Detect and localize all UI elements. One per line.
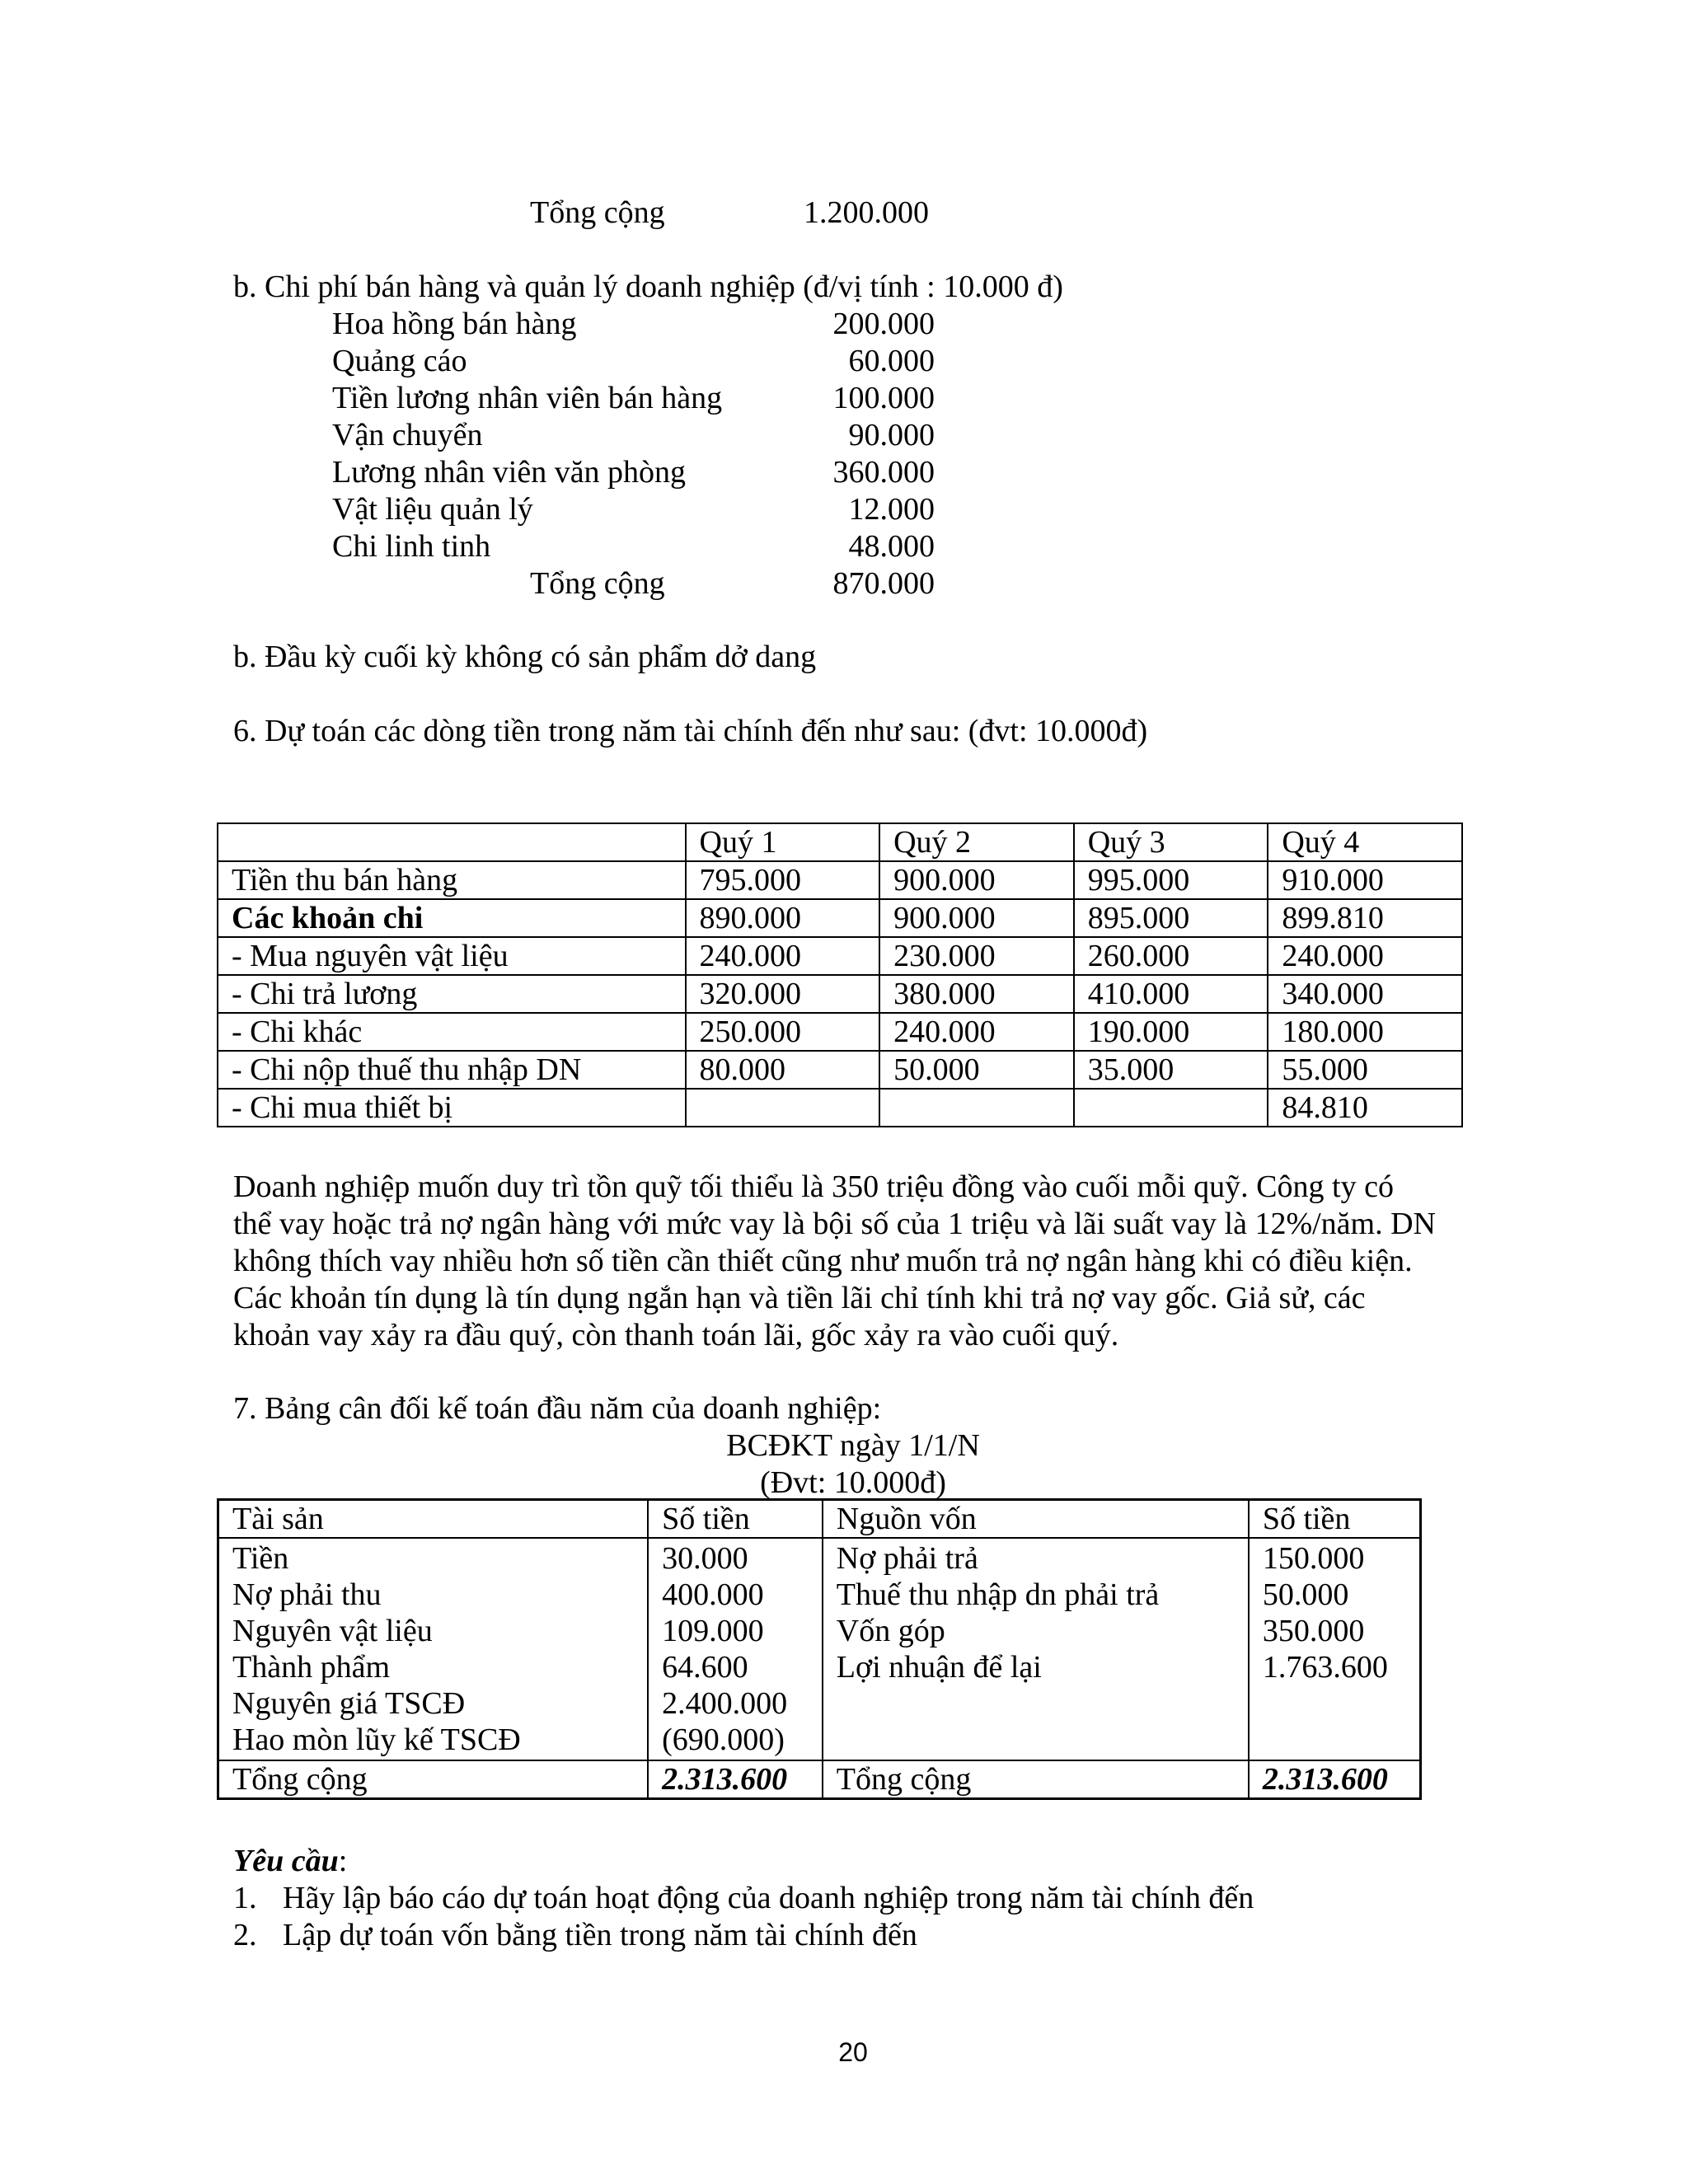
table-cell: 900.000 bbox=[879, 899, 1074, 937]
table-header-cell: Số tiền bbox=[648, 1500, 823, 1539]
cost-item-label: Tiền lương nhân viên bán hàng bbox=[332, 381, 723, 415]
paragraph-line: thể vay hoặc trả nợ ngân hàng với mức vay là bội số của 1 triệu và lãi suất vay là 12%/năm. DN bbox=[233, 1207, 1436, 1241]
requirements-heading: Yêu cầu: bbox=[233, 1844, 348, 1878]
assets-labels bbox=[218, 1538, 649, 1760]
cost-item-label: Chi linh tinh bbox=[332, 529, 491, 564]
table-cell: 180.000 bbox=[1268, 1013, 1462, 1051]
requirement-number: 1. bbox=[233, 1881, 257, 1915]
table-cell: 230.000 bbox=[879, 937, 1074, 975]
table-header-row bbox=[218, 823, 1462, 861]
section-7-heading: 7. Bảng cân đối kế toán đầu năm của doanh nghiệp: bbox=[233, 1391, 882, 1426]
asset-value: 30.000 bbox=[662, 1541, 748, 1576]
asset-label: Nợ phải thu bbox=[232, 1577, 382, 1612]
balance-sheet-title: BCĐKT ngày 1/1/N bbox=[726, 1428, 980, 1463]
section-b2-text: b. Đầu kỳ cuối kỳ không có sản phẩm dở dang bbox=[233, 640, 817, 674]
table-header-cell: Nguồn vốn bbox=[823, 1500, 1249, 1539]
cost-total-label: Tổng cộng bbox=[530, 566, 665, 601]
table-cell: - Chi nộp thuế thu nhập DN bbox=[218, 1051, 686, 1089]
cost-item-value: 100.000 bbox=[832, 381, 935, 415]
table-header-cell: Quý 3 bbox=[1074, 823, 1268, 861]
table-cell: Các khoản chi bbox=[218, 899, 686, 937]
asset-label: Thành phẩm bbox=[232, 1650, 391, 1685]
prev-total-label: Tổng cộng bbox=[530, 195, 665, 230]
table-cell bbox=[879, 1089, 1074, 1127]
liability-value: 1.763.600 bbox=[1262, 1650, 1388, 1685]
balance-sheet-unit: (Đvt: 10.000đ) bbox=[760, 1465, 946, 1500]
table-cell: 995.000 bbox=[1074, 861, 1268, 899]
table-cell: 340.000 bbox=[1268, 975, 1462, 1013]
table-header-cell: Quý 2 bbox=[879, 823, 1074, 861]
liabilities-values bbox=[1249, 1538, 1421, 1760]
section-6-heading: 6. Dự toán các dòng tiền trong năm tài chính đến như sau: (đvt: 10.000đ) bbox=[233, 714, 1148, 748]
table-row bbox=[218, 1089, 1462, 1127]
table-cell: - Mua nguyên vật liệu bbox=[218, 937, 686, 975]
table-cell: 900.000 bbox=[879, 861, 1074, 899]
asset-label: Hao mòn lũy kế TSCĐ bbox=[232, 1722, 521, 1757]
paragraph-line: Các khoản tín dụng là tín dụng ngắn hạn và tiền lãi chỉ tính khi trả nợ vay gốc. Giả sử, các bbox=[233, 1281, 1366, 1315]
table-row bbox=[218, 975, 1462, 1013]
table-row bbox=[218, 1051, 1462, 1089]
section-b1-heading: b. Chi phí bán hàng và quản lý doanh nghiệp (đ/vị tính : 10.000 đ) bbox=[233, 269, 1063, 304]
total-liabilities-label: Tổng cộng bbox=[823, 1760, 1249, 1799]
table-cell: - Chi khác bbox=[218, 1013, 686, 1051]
table-cell: Tiền thu bán hàng bbox=[218, 861, 686, 899]
table-cell: 240.000 bbox=[1268, 937, 1462, 975]
cost-item-value: 360.000 bbox=[832, 455, 935, 490]
page-number: 20 bbox=[838, 2037, 868, 2067]
liability-label: Vốn góp bbox=[836, 1614, 945, 1648]
table-cell bbox=[218, 823, 686, 861]
table-cell: 55.000 bbox=[1268, 1051, 1462, 1089]
liability-value: 50.000 bbox=[1262, 1577, 1349, 1612]
table-cell: 240.000 bbox=[686, 937, 880, 975]
requirement-number: 2. bbox=[233, 1918, 257, 1952]
table-body bbox=[218, 1538, 1421, 1760]
cost-item-value: 90.000 bbox=[848, 418, 935, 452]
liability-value: 350.000 bbox=[1262, 1614, 1365, 1648]
table-header-cell: Quý 1 bbox=[686, 823, 880, 861]
paragraph-line: khoản vay xảy ra đầu quý, còn thanh toán lãi, gốc xảy ra vào cuối quý. bbox=[233, 1318, 1119, 1352]
table-header-cell: Quý 4 bbox=[1268, 823, 1462, 861]
cost-item-label: Vật liệu quản lý bbox=[332, 492, 533, 527]
requirements-heading-text: Yêu cầu bbox=[233, 1844, 339, 1878]
asset-value: 400.000 bbox=[662, 1577, 764, 1612]
cost-item-value: 12.000 bbox=[848, 492, 935, 527]
table-cell: 795.000 bbox=[686, 861, 880, 899]
asset-value: 109.000 bbox=[662, 1614, 764, 1648]
cost-item-value: 60.000 bbox=[848, 344, 935, 378]
table-cell: 250.000 bbox=[686, 1013, 880, 1051]
requirement-text: Hãy lập báo cáo dự toán hoạt động của doanh nghiệp trong năm tài chính đến bbox=[283, 1881, 1254, 1915]
liability-value: 150.000 bbox=[1262, 1541, 1365, 1576]
table-cell: 895.000 bbox=[1074, 899, 1268, 937]
requirement-text: Lập dự toán vốn bằng tiền trong năm tài chính đến bbox=[283, 1918, 917, 1952]
asset-label: Nguyên giá TSCĐ bbox=[232, 1686, 466, 1721]
table-cell: 320.000 bbox=[686, 975, 880, 1013]
asset-value: (690.000) bbox=[662, 1722, 785, 1757]
liability-label: Nợ phải trả bbox=[836, 1541, 978, 1576]
table-cell: 190.000 bbox=[1074, 1013, 1268, 1051]
asset-label: Tiền bbox=[232, 1541, 289, 1576]
assets-values bbox=[648, 1538, 823, 1760]
table-cell: 84.810 bbox=[1268, 1089, 1462, 1127]
table-cell: 80.000 bbox=[686, 1051, 880, 1089]
table-cell: 899.810 bbox=[1268, 899, 1462, 937]
total-liabilities-value: 2.313.600 bbox=[1249, 1760, 1421, 1799]
table-cell: 890.000 bbox=[686, 899, 880, 937]
cost-item-label: Lương nhân viên văn phòng bbox=[332, 455, 687, 490]
liability-label: Thuế thu nhập dn phải trả bbox=[836, 1577, 1160, 1612]
paragraph-line: không thích vay nhiều hơn số tiền cần thiết cũng như muốn trả nợ ngân hàng khi có điều kiện. bbox=[233, 1244, 1413, 1278]
table-cell: 260.000 bbox=[1074, 937, 1268, 975]
table-total-row bbox=[218, 1760, 1421, 1799]
liabilities-labels bbox=[823, 1538, 1249, 1760]
table-row bbox=[218, 937, 1462, 975]
table-cell: - Chi mua thiết bị bbox=[218, 1089, 686, 1127]
cost-total-value: 870.000 bbox=[832, 566, 935, 601]
cost-item-value: 48.000 bbox=[848, 529, 935, 564]
balance-sheet-table bbox=[217, 1498, 1422, 1800]
table-cell: 410.000 bbox=[1074, 975, 1268, 1013]
table-row bbox=[218, 899, 1462, 937]
table-cell bbox=[686, 1089, 880, 1127]
asset-value: 64.600 bbox=[662, 1650, 748, 1685]
table-cell: 35.000 bbox=[1074, 1051, 1268, 1089]
total-assets-value: 2.313.600 bbox=[648, 1760, 823, 1799]
asset-value: 2.400.000 bbox=[662, 1686, 788, 1721]
cost-item-label: Vận chuyển bbox=[332, 418, 483, 452]
table-cell: 380.000 bbox=[879, 975, 1074, 1013]
total-assets-label: Tổng cộng bbox=[218, 1760, 649, 1799]
cost-item-value: 200.000 bbox=[832, 307, 935, 341]
cost-item-label: Hoa hồng bán hàng bbox=[332, 307, 577, 341]
asset-label: Nguyên vật liệu bbox=[232, 1614, 433, 1648]
table-row bbox=[218, 861, 1462, 899]
table-cell: 50.000 bbox=[879, 1051, 1074, 1089]
table-row bbox=[218, 1013, 1462, 1051]
table-header-cell: Số tiền bbox=[1249, 1500, 1421, 1539]
cost-item-label: Quảng cáo bbox=[332, 344, 467, 378]
table-header-row bbox=[218, 1500, 1421, 1539]
table-header-cell: Tài sản bbox=[218, 1500, 649, 1539]
table-cell: - Chi trả lương bbox=[218, 975, 686, 1013]
prev-total-value: 1.200.000 bbox=[804, 195, 929, 230]
table-cell bbox=[1074, 1089, 1268, 1127]
liability-label: Lợi nhuận để lại bbox=[836, 1650, 1042, 1685]
cash-flow-table bbox=[217, 823, 1463, 1127]
paragraph-line: Doanh nghiệp muốn duy trì tồn quỹ tối thiểu là 350 triệu đồng vào cuối mỗi quỹ. Công ty có bbox=[233, 1169, 1394, 1204]
table-cell: 240.000 bbox=[879, 1013, 1074, 1051]
table-cell: 910.000 bbox=[1268, 861, 1462, 899]
